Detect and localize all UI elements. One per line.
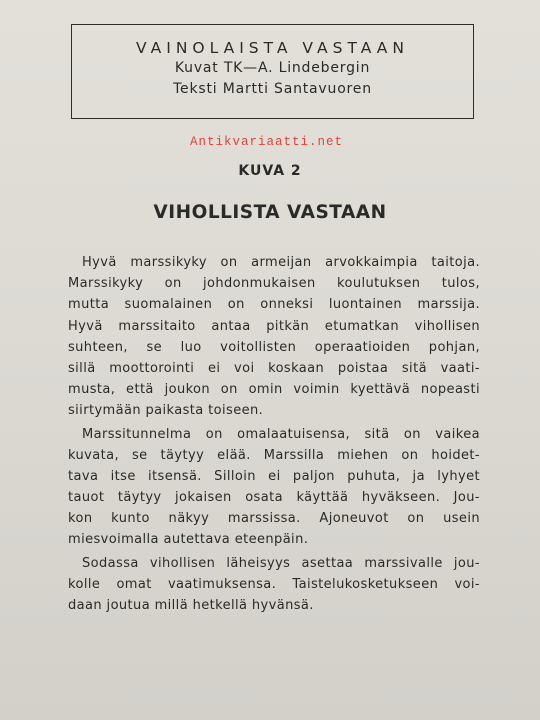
photo-credit: Kuvat TK—A. Lindebergin bbox=[174, 60, 371, 76]
series-header-box bbox=[71, 24, 474, 119]
text-line: kuvata, se täytyy elää. Marssilla miehen on hoidet- bbox=[68, 447, 480, 463]
text-line: tauot täytyy jokaisen osata käyttää hyväkseen. Jou- bbox=[68, 490, 480, 506]
text-line: siirtymään paikasta toiseen. bbox=[68, 403, 264, 419]
text-line: miesvoimalla autettava eteenpäin. bbox=[68, 532, 309, 548]
text-line: tava itse itsensä. Silloin ei paljon puhuta, ja lyhyet bbox=[68, 468, 480, 484]
text-line: kolle omat vaatimuksensa. Taistelukosketukseen voi- bbox=[68, 576, 480, 592]
text-line: musta, että joukon on omin voimin kyettävä nopeasti bbox=[68, 382, 480, 398]
text-line: Marssitunnelma on omalaatuisensa, sitä on vaikea bbox=[82, 426, 480, 442]
text-line: Hyvä marssikyky on armeijan arvokkaimpia taitoja. bbox=[82, 255, 480, 270]
text-line: suhteen, se luo voitollisten operaatioiden pohjan, bbox=[68, 339, 480, 355]
page-heading: VIHOLLISTA VASTAAN bbox=[153, 202, 387, 223]
text-line: kon kunto näkyy marssissa. Ajoneuvot on usein bbox=[68, 511, 480, 527]
series-title: VAINOLAISTA VASTAAN bbox=[136, 39, 409, 57]
text-line: daan joutua millä hetkellä hyvänsä. bbox=[68, 598, 314, 613]
watermark: Antikvariaatti.net bbox=[190, 135, 344, 149]
text-line: sillä moottorointi ei voi koskaan poistaa sitä vaati- bbox=[68, 360, 480, 376]
body-text bbox=[68, 252, 480, 616]
text-line: Sodassa vihollisen läheisyys asettaa marssivalle jou- bbox=[82, 555, 480, 571]
text-credit: Teksti Martti Santavuoren bbox=[173, 81, 372, 97]
text-line: mutta suomalainen on onneksi luontainen marssija. bbox=[68, 297, 480, 313]
text-line: Marssikyky on johdonmukaisen koulutuksen tulos, bbox=[68, 276, 480, 292]
plate-label: KUVA 2 bbox=[238, 163, 302, 179]
text-line: Hyvä marssitaito antaa pitkän etumatkan vihollisen bbox=[68, 318, 480, 334]
